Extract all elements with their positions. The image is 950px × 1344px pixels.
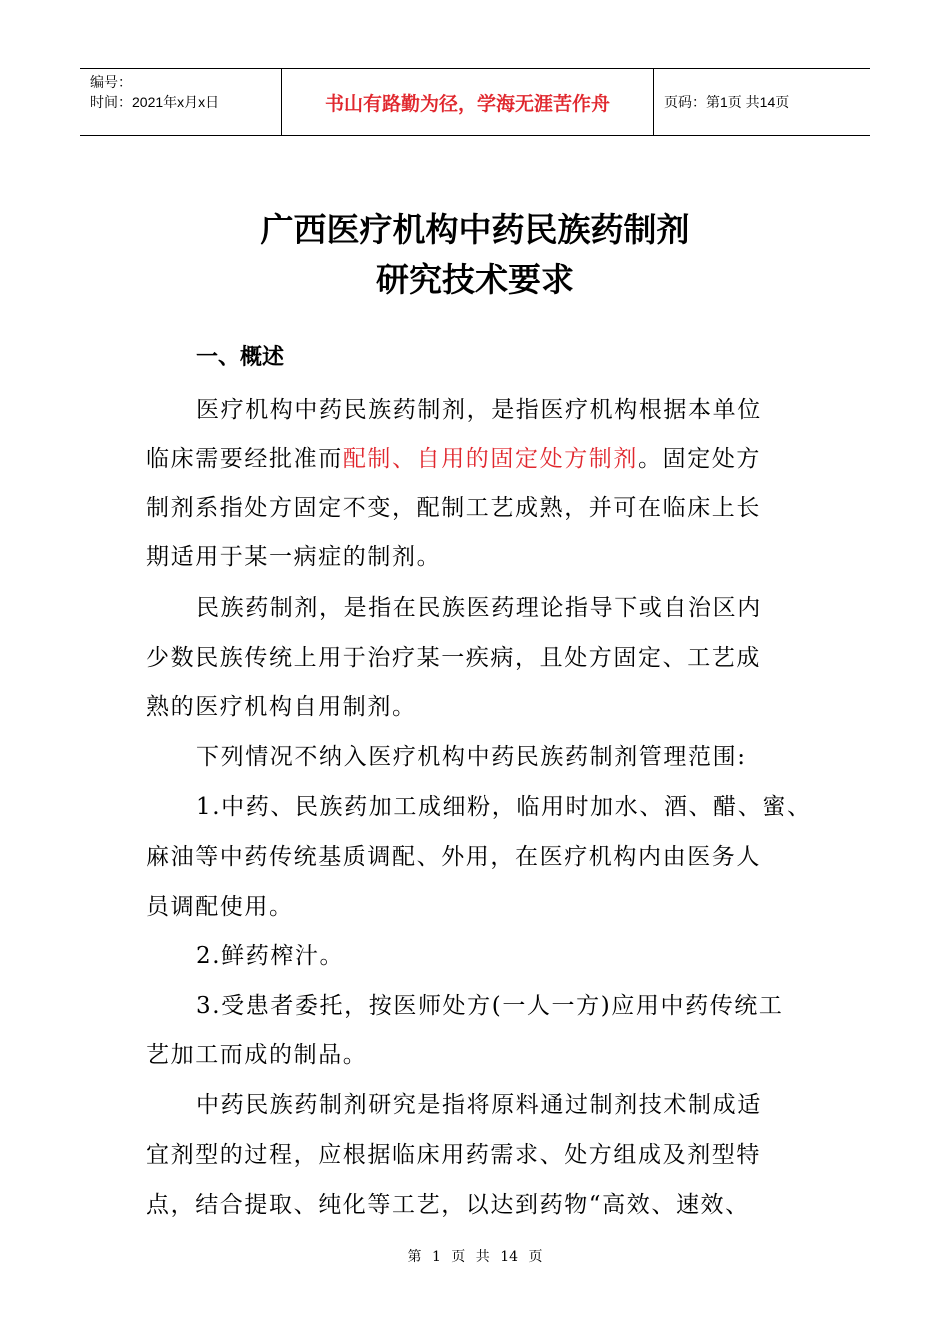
body-line: 医疗机构中药民族药制剂，是指医疗机构根据本单位 [196,397,762,423]
body-line: 3.受患者委托，按医师处方(一人一方)应用中药传统工 [196,993,784,1019]
document-title-line-2: 研究技术要求 [376,260,574,299]
time-label: 时间：2021年x月x日 [90,94,220,110]
highlighted-phrase: 配制、自用的固定处方制剂 [342,446,639,472]
body-line: 1.中药、民族药加工成细粉，临用时加水、酒、醋、蜜、 [196,794,812,820]
body-line-segment: 临床需要经批准而 [146,446,343,472]
number-label: 编号： [90,74,132,90]
body-line-segment: 。固定处方 [638,446,762,472]
motto-text: 书山有路勤为径，学海无涯苦作舟 [324,92,610,115]
body-line: 期适用于某一病症的制剂。 [146,544,442,570]
body-line: 宜剂型的过程，应根据临床用药需求、处方组成及剂型特 [146,1142,761,1168]
body-line: 2.鲜药榨汁。 [196,943,345,969]
body-line: 制剂系指处方固定不变，配制工艺成熟，并可在临床上长 [146,495,761,521]
body-line: 麻油等中药传统基质调配、外用，在医疗机构内由医务人 [146,844,761,870]
body-line: 熟的医疗机构自用制剂。 [146,694,417,720]
body-line: 少数民族传统上用于治疗某一疾病，且处方固定、工艺成 [146,645,761,671]
section-heading: 一、概述 [196,345,285,370]
page-footer: 第 1 页 共 14 页 [407,1249,543,1265]
body-line [146,444,761,474]
motto-cell [282,69,654,135]
header-meta-cell [80,69,282,135]
body-line: 艺加工而成的制品。 [146,1042,368,1068]
body-line: 民族药制剂，是指在民族医药理论指导下或自治区内 [196,595,762,621]
header-table [80,68,870,136]
page-info-text: 页码：第1页 共14页 [664,94,790,110]
body-line: 中药民族药制剂研究是指将原料通过制剂技术制成适 [196,1092,762,1118]
body-line: 员调配使用。 [146,894,294,920]
document-title-line-1: 广西医疗机构中药民族药制剂 [260,210,690,249]
body-line: 点，结合提取、纯化等工艺，以达到药物“高效、速效、 [146,1192,750,1218]
page-info-cell [654,69,870,135]
body-line: 下列情况不纳入医疗机构中药民族药制剂管理范围: [196,744,747,770]
